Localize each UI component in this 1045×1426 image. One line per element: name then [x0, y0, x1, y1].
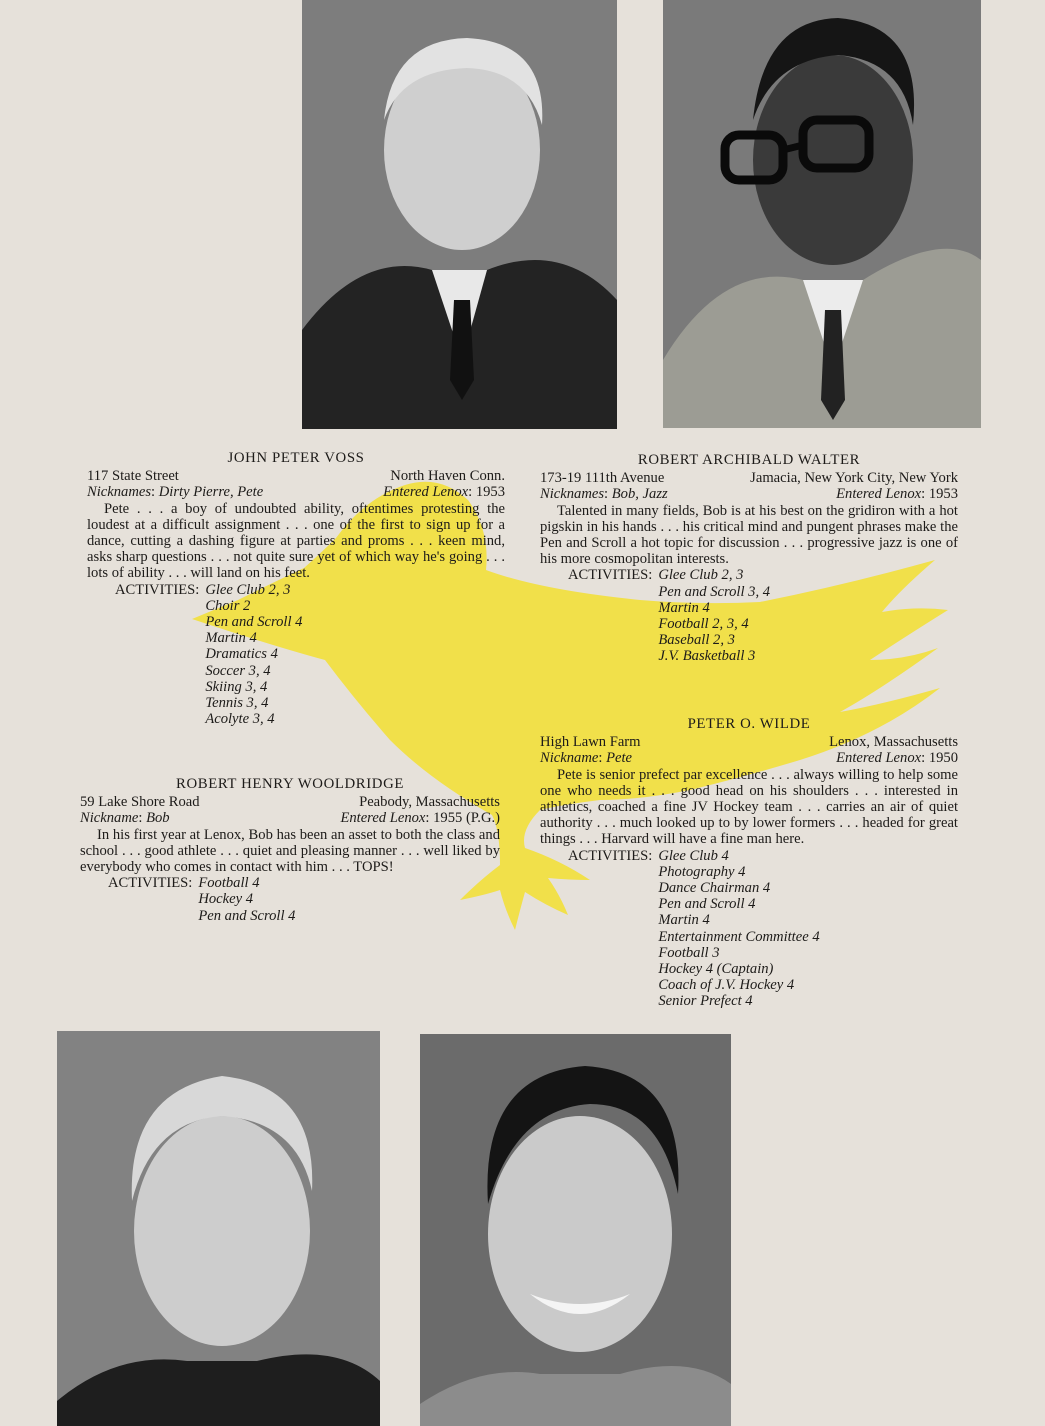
- address-row: [87, 468, 505, 484]
- city-state: Peabody, Massachusetts: [359, 794, 500, 811]
- city-state: North Haven Conn.: [390, 468, 505, 485]
- nickname-value: Bob, Jazz: [611, 486, 668, 503]
- activities-block: [568, 567, 958, 664]
- activity-item: Football 3: [658, 944, 720, 961]
- entered-label: Entered Lenox: [383, 484, 469, 501]
- activities-block: [108, 875, 500, 924]
- entry-wooldridge: [80, 776, 500, 924]
- entered-value: 1950: [928, 750, 958, 767]
- nickname-value: Bob: [146, 810, 170, 827]
- student-name: JOHN PETER VOSS: [227, 450, 365, 466]
- nickname-value: Dirty Pierre, Pete: [158, 484, 264, 501]
- student-name: ROBERT HENRY WOOLDRIDGE: [175, 776, 404, 792]
- entered-value: 1953: [475, 484, 505, 501]
- street-address: 173-19 111th Avenue: [540, 470, 665, 487]
- activity-item: Soccer 3, 4: [205, 662, 271, 679]
- activities-label: ACTIVITIES:: [568, 567, 653, 584]
- activity-item: J.V. Basketball 3: [658, 648, 756, 665]
- activities-list: [205, 582, 302, 728]
- activity-item: Glee Club 2, 3: [205, 581, 291, 598]
- biography-text: Pete . . . a boy of undoubted ability, oftentimes protesting the loudest at a difficult assignment . . . one of the first to sign up for a dance, cutting a dashing figure at parties and proms . . . keen mind, asks sharp questions . . . not quite sure yet of which way he's going . . . lots of ability . . . will land on his feet.: [87, 500, 505, 582]
- activities-list: [198, 875, 295, 924]
- activity-item: Pen and Scroll 4: [205, 614, 303, 631]
- entered-label: Entered Lenox: [340, 810, 426, 827]
- activity-item: Football 2, 3, 4: [658, 616, 749, 633]
- activity-item: Acolyte 3, 4: [205, 711, 275, 728]
- activity-item: Entertainment Committee 4: [658, 928, 820, 945]
- activity-item: Martin 4: [658, 599, 710, 616]
- city-state: Jamacia, New York City, New York: [750, 470, 958, 487]
- entered-value: 1955 (P.G.): [433, 810, 500, 827]
- activity-item: Hockey 4 (Captain): [658, 961, 774, 978]
- activity-item: Pen and Scroll 4: [198, 907, 296, 924]
- activities-label: ACTIVITIES:: [108, 875, 193, 892]
- student-name: ROBERT ARCHIBALD WALTER: [637, 452, 861, 468]
- activity-item: Tennis 3, 4: [205, 695, 269, 712]
- activity-item: Glee Club 4: [658, 847, 729, 864]
- entered-value: 1953: [928, 486, 958, 503]
- activity-item: Hockey 4: [198, 891, 254, 908]
- activity-item: Football 4: [198, 875, 260, 892]
- activity-item: Pen and Scroll 3, 4: [658, 583, 771, 600]
- biography-text: In his first year at Lenox, Bob has been an asset to both the class and school . . . good athlete . . . quiet and pleasing manner . . . well liked by everybody who comes in contact with him . . . TOPS!: [80, 826, 500, 876]
- activity-item: Pen and Scroll 4: [658, 896, 756, 913]
- address-row: [540, 734, 958, 750]
- activities-block: [115, 582, 505, 728]
- address-row: [80, 794, 500, 810]
- activity-item: Martin 4: [205, 630, 257, 647]
- street-address: High Lawn Farm: [540, 734, 641, 751]
- activities-list: [658, 848, 819, 1010]
- activity-item: Dramatics 4: [205, 646, 278, 663]
- nickname-label: Nicknames: [540, 486, 605, 503]
- city-state: Lenox, Massachusetts: [829, 734, 958, 751]
- activities-label: ACTIVITIES:: [568, 847, 653, 864]
- biography-text: Talented in many fields, Bob is at his best on the gridiron with a hot pigskin in his hands . . . his critical mind and pungent phrases make the Pen and Scroll a hot topic for discussion . . . progressive jazz is one of his more cosmopolitan interests.: [540, 502, 958, 568]
- student-name: PETER O. WILDE: [687, 716, 811, 732]
- street-address: 117 State Street: [87, 468, 179, 485]
- nickname-row: Nicknames: Dirty Pierre, Pete Entered Lenox: 1953: [87, 484, 505, 501]
- entry-voss: [87, 450, 505, 727]
- nickname-row: Nickname: Pete Entered Lenox: 1950: [540, 750, 958, 767]
- nickname-label: Nickname: [80, 810, 139, 827]
- entry-walter: [540, 452, 958, 665]
- biography-text: Pete is senior prefect par excellence . . . always willing to help some one who needs it . . . good head on his shoulders . . . interested in athletics, coached a fine JV Hockey team . . . carries an air of quiet authority . . . much looked up to by lower formers . . . headed for great things . . . Harvard will have a fine man here.: [540, 766, 958, 848]
- activity-item: Skiing 3, 4: [205, 678, 268, 695]
- nickname-label: Nicknames: [87, 484, 152, 501]
- activity-item: Baseball 2, 3: [658, 632, 735, 649]
- street-address: 59 Lake Shore Road: [80, 794, 200, 811]
- entered-label: Entered Lenox: [836, 486, 922, 503]
- activities-block: [568, 848, 958, 1010]
- activity-item: Glee Club 2, 3: [658, 567, 744, 584]
- activities-list: [658, 567, 770, 664]
- entry-wilde: [540, 716, 958, 1010]
- activity-item: Dance Chairman 4: [658, 880, 771, 897]
- activity-item: Choir 2: [205, 597, 251, 614]
- activity-item: Photography 4: [658, 863, 746, 880]
- nickname-value: Pete: [606, 750, 632, 767]
- activity-item: Senior Prefect 4: [658, 993, 753, 1010]
- nickname-label: Nickname: [540, 750, 599, 767]
- nickname-row: Nickname: Bob Entered Lenox: 1955 (P.G.): [80, 810, 500, 827]
- nickname-row: Nicknames: Bob, Jazz Entered Lenox: 1953: [540, 486, 958, 503]
- activities-label: ACTIVITIES:: [115, 581, 200, 598]
- activity-item: Coach of J.V. Hockey 4: [658, 977, 795, 994]
- entered-label: Entered Lenox: [836, 750, 922, 767]
- address-row: [540, 470, 958, 486]
- activity-item: Martin 4: [658, 912, 710, 929]
